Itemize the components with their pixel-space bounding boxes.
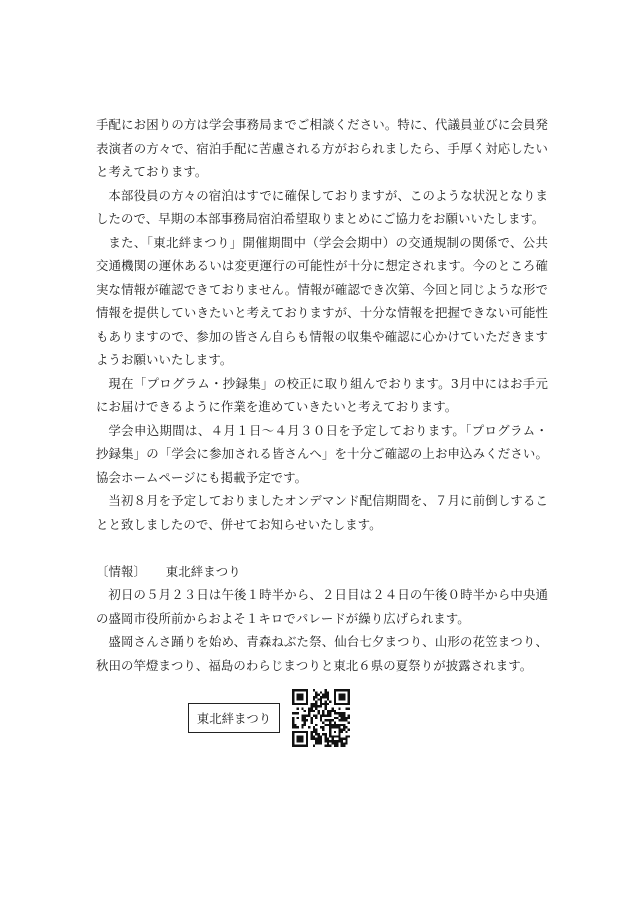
paragraph-officer-lodging: 本部役員の方々の宿泊はすでに確保しておりますが、このような状況となりましたので、早期の本部事務局宿泊希望取りまとめにご協力をお願いいたします。 <box>96 187 548 226</box>
spacer <box>96 536 548 560</box>
paragraph-registration-period: 学会申込期間は、４月１日～４月３０日を予定しております。「プログラム・抄録集」の「学会に参加される皆さんへ」を十分ご確認の上お申込みください。協会ホームページにも掲載予定です。 <box>96 422 548 485</box>
info-label: 〔情報〕 <box>96 563 146 579</box>
paragraph-on-demand: 当初８月を予定しておりましたオンデマンド配信期間を、７月に前倒しすることと致しましたので、併せてお知らせいたします。 <box>96 493 548 532</box>
info-title: 東北絆まつり <box>165 563 241 579</box>
festival-link-label: 東北絆まつり <box>196 711 272 726</box>
info-heading <box>96 560 548 584</box>
qr-code-icon[interactable] <box>292 689 350 747</box>
body-text <box>96 113 548 677</box>
info-paragraph-parade: 初日の５月２３日は午後１時半から、２日目は２４日の午後０時半から中央通の盛岡市役所前からおよそ１キロでパレードが繰り広げられます。 <box>96 587 548 626</box>
info-paragraph-festivals: 盛岡さんさ踊りを始め、青森ねぶた祭、仙台七夕まつり、山形の花笠まつり、秋田の竿燈まつり、福島のわらじまつりと東北６県の夏祭りが披露されます。 <box>96 634 548 673</box>
paragraph-accommodation-help: 手配にお困りの方は学会事務局までご相談ください。特に、代議員並びに会員発表演者の方々で、宿泊手配に苦慮される方がおられましたら、手厚く対応したいと考えております。 <box>96 117 548 179</box>
paragraph-program-abstract: 現在「プログラム・抄録集」の校正に取り組んでおります。3月中にはお手元にお届けできるように作業を進めていきたいと考えております。 <box>96 375 548 414</box>
paragraph-traffic-regulation: また、「東北絆まつり」開催期間中（学会会期中）の交通規制の関係で、公共交通機関の運休あるいは変更運行の可能性が十分に想定されます。今のところ確実な情報が確認できておりません。情報が確認でき次第、今回と同じような形で情報を提供していきたいと考えておりますが、十分な情報を把握できない可能性もありますので、参加の皆さん自らも情報の収集や確認に心かけていただきますようお願いいたします。 <box>96 234 548 367</box>
festival-link-box[interactable] <box>188 703 280 733</box>
